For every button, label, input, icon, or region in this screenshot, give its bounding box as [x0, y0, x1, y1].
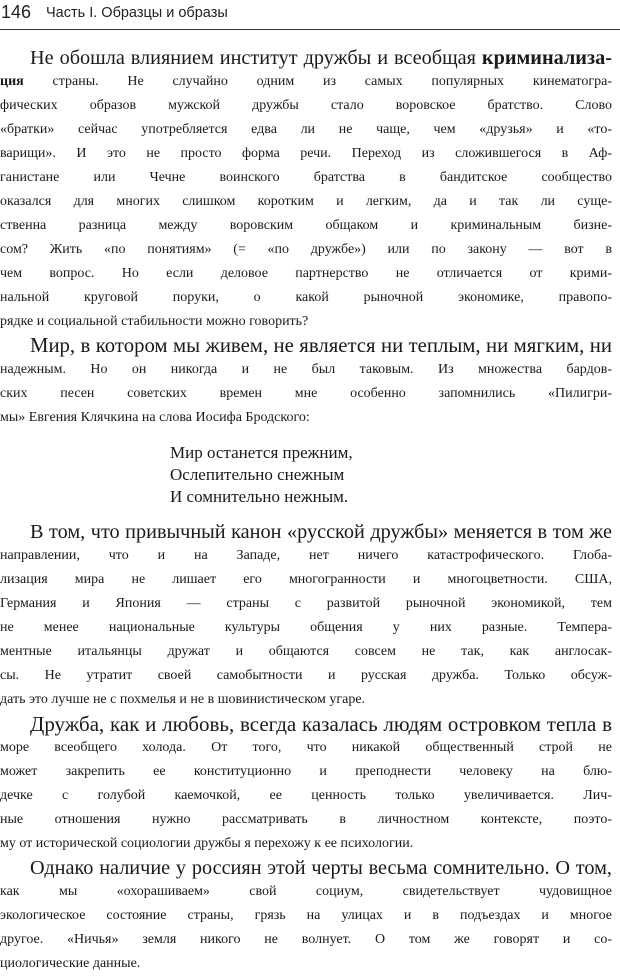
text-line: ганистане или Чечне воинского братства в бандитское сообщество [0, 170, 612, 185]
text-line: чем вопрос. Но если деловое партнерство не отличается от крими- [0, 266, 612, 281]
paragraph-5 [0, 856, 612, 976]
text-line: В том, что привычный канон «русской дружбы» меняется в том же [30, 521, 612, 543]
text-line: экологическое состояние страны, грязь на улицах и в подъездах и многое [0, 908, 612, 923]
body-text [0, 46, 612, 976]
text-line: му от исторической социологии дружбы я перехожу к ее психологии. [0, 836, 414, 851]
text-line: другое. «Ничья» земля никого не волнует. О том же говорят и со- [0, 932, 612, 947]
paragraph-3 [0, 520, 612, 712]
paragraph-1 [0, 46, 612, 334]
text-line: Германия и Япония — страны с развитой рыночной экономикой, тем [0, 596, 612, 611]
header-rule [0, 29, 620, 30]
chapter-title: Часть I. Образцы и образы [46, 5, 228, 21]
text-line: лизация мира не лишает его многогранности и многоцветности. США, [0, 572, 612, 587]
text-line: оказался для многих слишком коротким и легким, да и так ли суще- [0, 194, 612, 209]
verse-line: И сомнительно нежным. [170, 487, 349, 506]
text-line: ских песен советских времен мне особенно запомнились «Пилигри- [0, 386, 612, 401]
text-line: направлении, что и на Западе, нет ничего катастрофического. Глоба- [0, 548, 612, 563]
text-line: сы. Не утратит своей самобытности и русская дружба. Только обсуж- [0, 668, 612, 683]
text-line: ция страны. Не случайно одним из самых популярных кинематогра- [0, 74, 612, 89]
text-line: ментные итальянцы дружат и общаются совсем не так, как англосак- [0, 644, 612, 659]
text-line: мы» Евгения Клячкина на слова Иосифа Бродского: [0, 410, 310, 425]
page-number: 146 [1, 2, 32, 22]
text-line: как мы «охорашиваем» свой социум, свидетельствует чудовищное [0, 884, 612, 899]
text-line: рядке и социальной стабильности можно говорить? [0, 314, 309, 329]
text-line: сом? Жить «по понятиям» (= «по дружбе») или по закону — вот в [0, 242, 612, 257]
text-line: Однако наличие у россиян этой черты весьма сомнительно. О том, [30, 857, 612, 879]
text-line: Мир, в котором мы живем, не является ни теплым, ни мягким, ни [30, 335, 612, 357]
text-line: Не обошла влиянием институт дружбы и всеобщая криминализа- [30, 47, 612, 69]
text-line: Дружба, как и любовь, всегда казалась людям островком тепла в [30, 712, 612, 736]
text-line: может закрепить ее конституционно и преподнести человеку на блю- [0, 764, 612, 779]
running-head [0, 0, 620, 30]
verse-line: Мир останется прежним, [170, 443, 353, 462]
text-line: ные отношения нужно рассматривать в личностном контексте, поэто- [0, 812, 612, 827]
paragraph-2 [0, 334, 612, 430]
text-line: не менее национальные культуры общения у них разные. Темпера- [0, 620, 612, 635]
text-line: дечке с голубой каемочкой, ее ценность только увеличивается. Лич- [0, 788, 612, 803]
bold-term: криминализа- [481, 47, 612, 69]
text-line: море всеобщего холода. От того, что никакой общественный строй не [0, 740, 612, 755]
paragraph-4 [0, 712, 612, 856]
text-line: нальной круговой поруки, о какой рыночной экономике, правопо- [0, 290, 612, 305]
text-line: варищи». И это не просто форма речи. Переход из сложившегося в Аф- [0, 146, 612, 161]
text-line: фических образов мужской дружбы стало воровское братство. Слово [0, 98, 612, 113]
text-line: дать это лучше не с похмелья и не в шовинистическом угаре. [0, 692, 366, 707]
text-line: ственна разница между воровским общаком и криминальным бизне- [0, 218, 612, 233]
verse-quote [170, 442, 612, 508]
text-line: циологические данные. [0, 956, 141, 971]
text-line: «братки» сейчас употребляется едва ли не чаще, чем «друзья» и «то- [0, 122, 612, 137]
text-line: надежным. Но он никогда и не был таковым. Из множества бардов- [0, 362, 612, 377]
verse-line: Ослепительно снежным [170, 465, 345, 484]
